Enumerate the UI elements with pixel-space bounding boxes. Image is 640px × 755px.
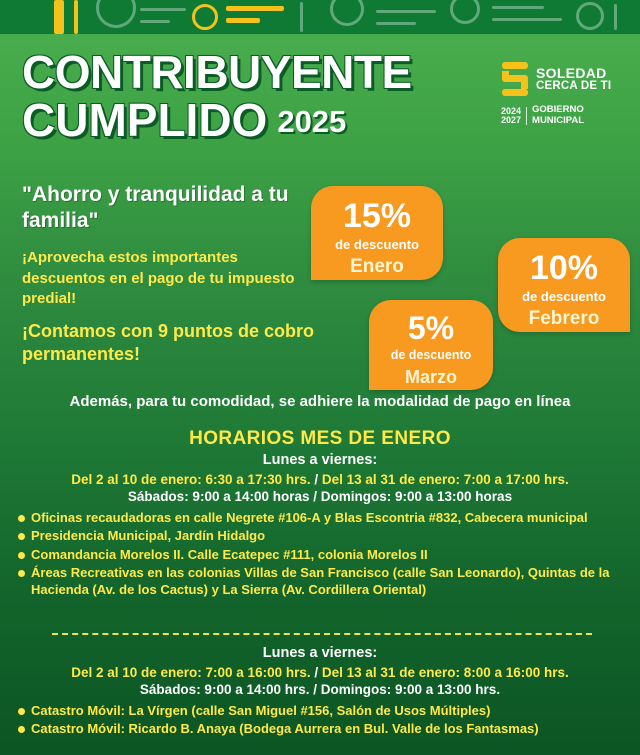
headline: [22, 46, 522, 147]
soledad-s-mark-icon: [500, 62, 530, 96]
decorative-top-band: [0, 0, 640, 34]
list-item: Comandancia Morelos II. Calle Ecatepec #111, colonia Morelos II: [18, 547, 630, 563]
discount-month: Enero: [350, 256, 404, 277]
schedule-group-1-ranges: [0, 470, 640, 490]
schedule-group-2-weekend: Sábados: 9:00 a 14:00 hrs. / Domingos: 9:00 a 13:00 hrs.: [139, 682, 501, 697]
list-item: Catastro Móvil: La Vírgen (calle San Miguel #156, Salón de Usos Múltiples): [18, 703, 630, 719]
discount-percent: 5%: [407, 310, 455, 346]
bullet-icon: [18, 533, 25, 540]
term-year-end: 2027: [501, 114, 522, 125]
bullet-icon: [18, 570, 25, 577]
list-item: Oficinas recaudadoras en calle Negrete #106-A y Blas Escontria #832, Cabecera municipal: [18, 510, 630, 526]
schedule-group-1-weekend: Sábados: 9:00 a 14:00 horas / Domingos: 9:00 a 13:00 horas: [127, 489, 513, 504]
discount-badge-febrero: [498, 238, 630, 332]
list-item: Presidencia Municipal, Jardín Hidalgo: [18, 528, 630, 544]
page-subtitle: CUMPLIDO: [22, 94, 268, 147]
brand-logos: [500, 62, 626, 127]
schedule-g2-range1: Del 2 al 10 de enero: 7:00 a 16:00 hrs.: [71, 665, 311, 680]
discount-badge-marzo: [369, 300, 493, 390]
schedule-g1-range1: Del 2 al 10 de enero: 6:30 a 17:30 hrs.: [71, 472, 311, 487]
page-title: CONTRIBUYENTE: [22, 46, 412, 98]
list-item: Catastro Móvil: Ricardo B. Anaya (Bodega Aurrera en Bul. Valle de los Fantasmas): [18, 721, 630, 737]
section-divider: [52, 633, 592, 635]
schedule-group-2-weekday-label: Lunes a viernes:: [262, 645, 378, 661]
bullet-icon: [18, 726, 25, 733]
discount-percent: 10%: [529, 249, 599, 287]
term-year-start: 2024: [501, 105, 522, 116]
gov-label-line1: GOBIERNO: [532, 104, 584, 115]
government-logo: [501, 105, 626, 127]
slogan-quote: "Ahorro y tranquilidad a tu familia": [22, 183, 289, 233]
schedule-group-1-locations: [18, 510, 630, 600]
schedule-g1-separator: /: [314, 472, 319, 487]
year-label: 2025: [277, 104, 347, 140]
discount-month: Febrero: [528, 308, 600, 329]
list-item: Áreas Recreativas en las colonias Villas de San Francisco (calle San Leonardo), Quintas de la Hacienda (Av. de los Cactus) y La Sierra (Av. Cordillera Oriental): [18, 565, 630, 598]
discount-percent: 15%: [342, 197, 412, 235]
schedule-g2-range2: Del 13 al 31 de enero: 8:00 a 16:00 hrs.: [321, 665, 569, 680]
brand-name-line2: CERCA DE TI: [536, 80, 612, 93]
bullet-icon: [18, 552, 25, 559]
schedule-group-1-weekday-label: Lunes a viernes:: [262, 452, 378, 468]
discount-badge-enero: [311, 186, 443, 280]
bullet-icon: [18, 515, 25, 522]
brand-name-line1: SOLEDAD: [536, 64, 607, 81]
schedule-group-2-ranges: [0, 663, 640, 683]
collection-points-note: ¡Contamos con 9 puntos de cobro permanentes!: [22, 321, 315, 365]
intro-subtitle: ¡Aprovecha estos importantes descuentos en el pago de tu impuesto predial!: [22, 249, 295, 308]
gov-label-line2: MUNICIPAL: [532, 114, 585, 126]
schedule-group-2-locations: [18, 703, 630, 740]
discount-month: Marzo: [404, 366, 457, 387]
discount-label: de descuento: [390, 348, 472, 362]
schedule-g1-range2: Del 13 al 31 de enero: 7:00 a 17:00 hrs.: [321, 472, 569, 487]
discount-label: de descuento: [522, 289, 606, 304]
schedule-title: HORARIOS MES DE ENERO: [189, 428, 451, 449]
online-payment-note: Además, para tu comodidad, se adhiere la modalidad de pago en línea: [69, 393, 571, 410]
bullet-icon: [18, 708, 25, 715]
schedule-g2-separator: /: [314, 665, 319, 680]
discount-label: de descuento: [335, 237, 419, 252]
